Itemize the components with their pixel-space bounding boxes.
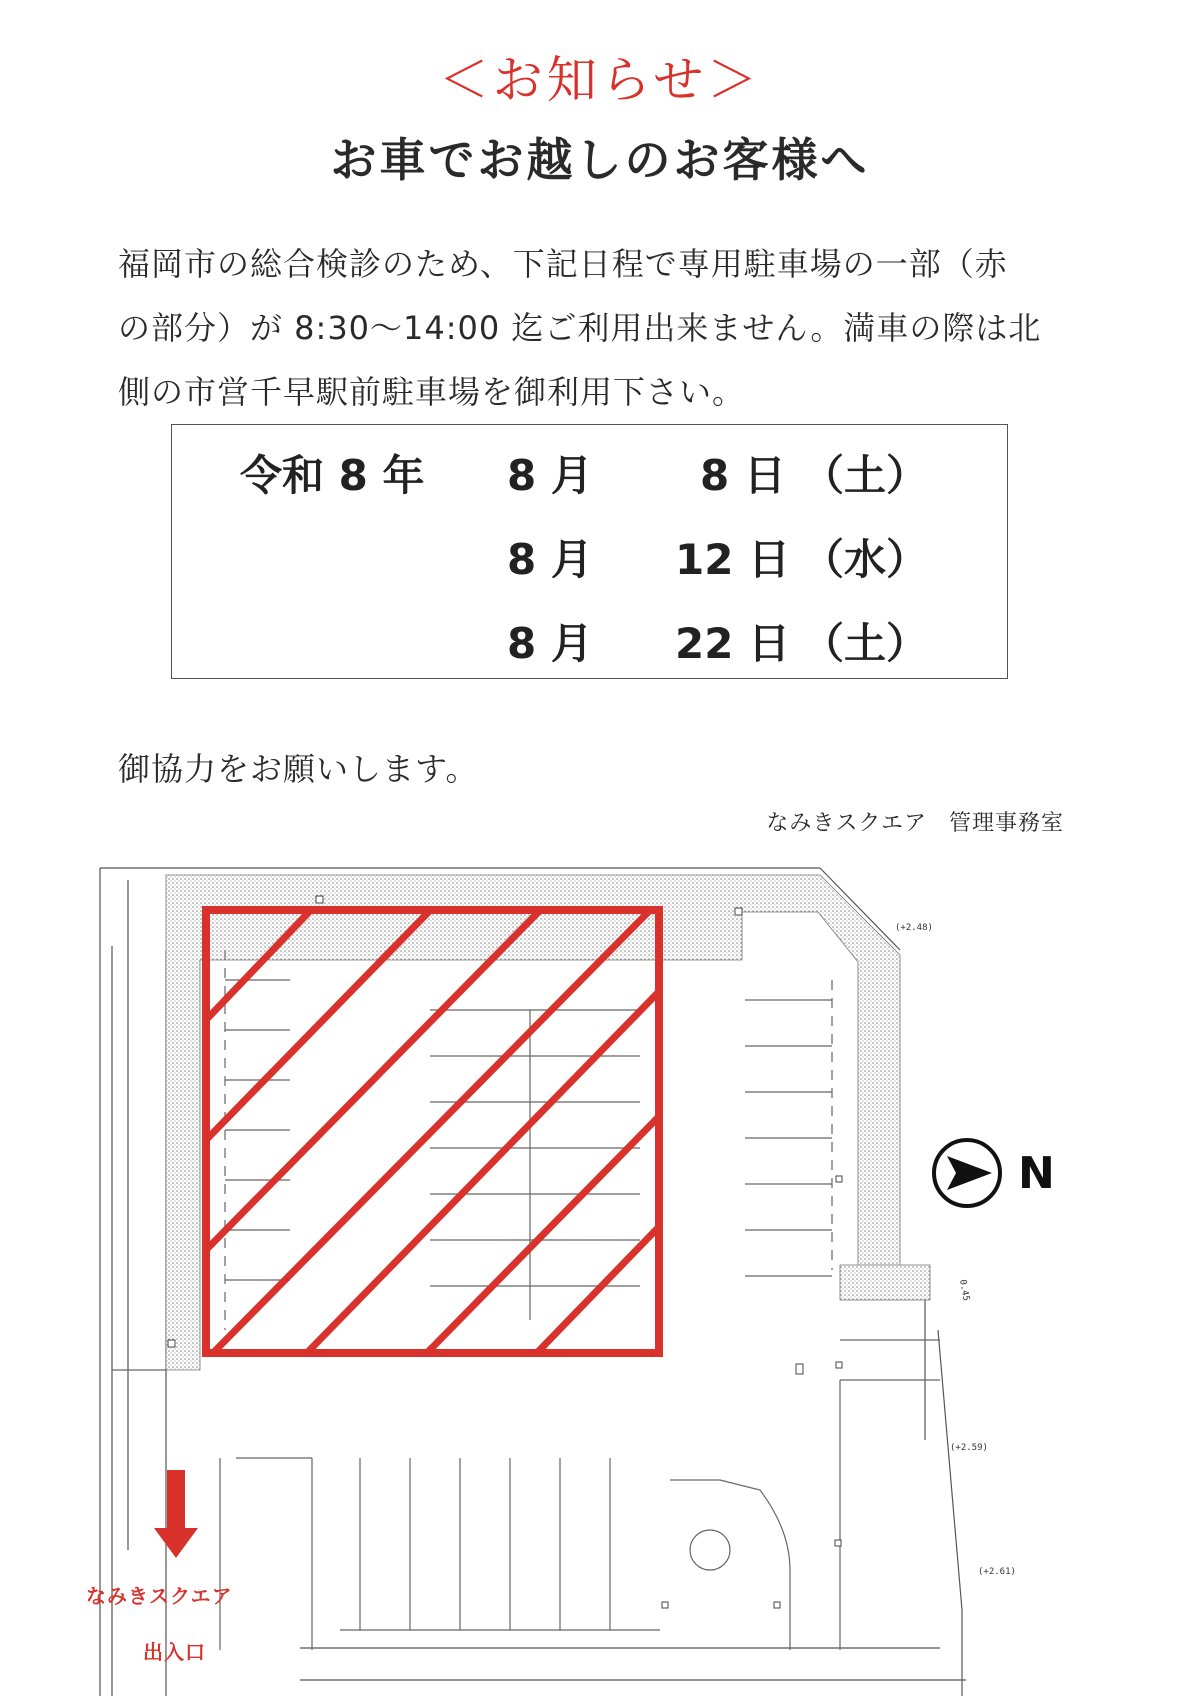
- schedule-weekday: （土）: [802, 451, 929, 500]
- page-title: お車でお越しのお客様へ: [330, 133, 870, 187]
- markers: [168, 896, 842, 1608]
- notice-body: [118, 232, 1058, 424]
- elevation-note: (+2.61): [978, 1567, 1016, 1577]
- schedule-month: 8 月: [507, 535, 593, 584]
- elevation-note: (+2.59): [950, 1443, 988, 1453]
- schedule-month: 8 月: [507, 619, 593, 668]
- schedule-day: 8 日: [700, 451, 786, 500]
- thanks-text: 御協力をお願いします。: [118, 750, 479, 788]
- body-line: 側の市営千早駅前駐車場を御利用下さい。: [118, 373, 746, 411]
- elevation-note: (+2.48): [895, 923, 933, 933]
- schedule-row: [172, 611, 1007, 671]
- restricted-area: [206, 890, 680, 1360]
- entrance-label: 出入口: [143, 1640, 206, 1664]
- hedge: [166, 875, 930, 1370]
- office-dept: 管理事務室: [948, 811, 1064, 836]
- office-signature: [766, 806, 1064, 837]
- schedule-day: 12 日: [675, 535, 791, 584]
- north-compass-icon: [934, 1140, 1000, 1206]
- parking-map: [0, 850, 1200, 1696]
- schedule-box: [171, 424, 1008, 679]
- entrance-label: なみきスクエア: [86, 1584, 233, 1608]
- era-year: 令和 8 年: [240, 451, 425, 500]
- elevation-note: 0.45: [957, 1278, 971, 1302]
- schedule-weekday: （水）: [802, 535, 929, 584]
- body-line: 福岡市の総合検診のため、下記日程で専用駐車場の一部（赤: [118, 245, 1008, 283]
- notice-label: ＜お知らせ＞: [438, 51, 762, 109]
- office-name: なみきスクエア: [766, 811, 927, 836]
- schedule-month: 8 月: [507, 451, 593, 500]
- parking-map-drawing: [0, 850, 1200, 1696]
- stall-lines: [112, 950, 940, 1650]
- schedule-weekday: （土）: [802, 619, 929, 668]
- schedule-row: [172, 527, 1007, 587]
- schedule-day: 22 日: [675, 619, 791, 668]
- north-label: N: [1018, 1148, 1055, 1199]
- entrance-arrow-icon: [154, 1470, 198, 1558]
- body-line: の部分）が 8:30～14:00 迄ご利用出来ません。満車の際は北: [118, 309, 1042, 347]
- schedule-row: [172, 443, 1007, 503]
